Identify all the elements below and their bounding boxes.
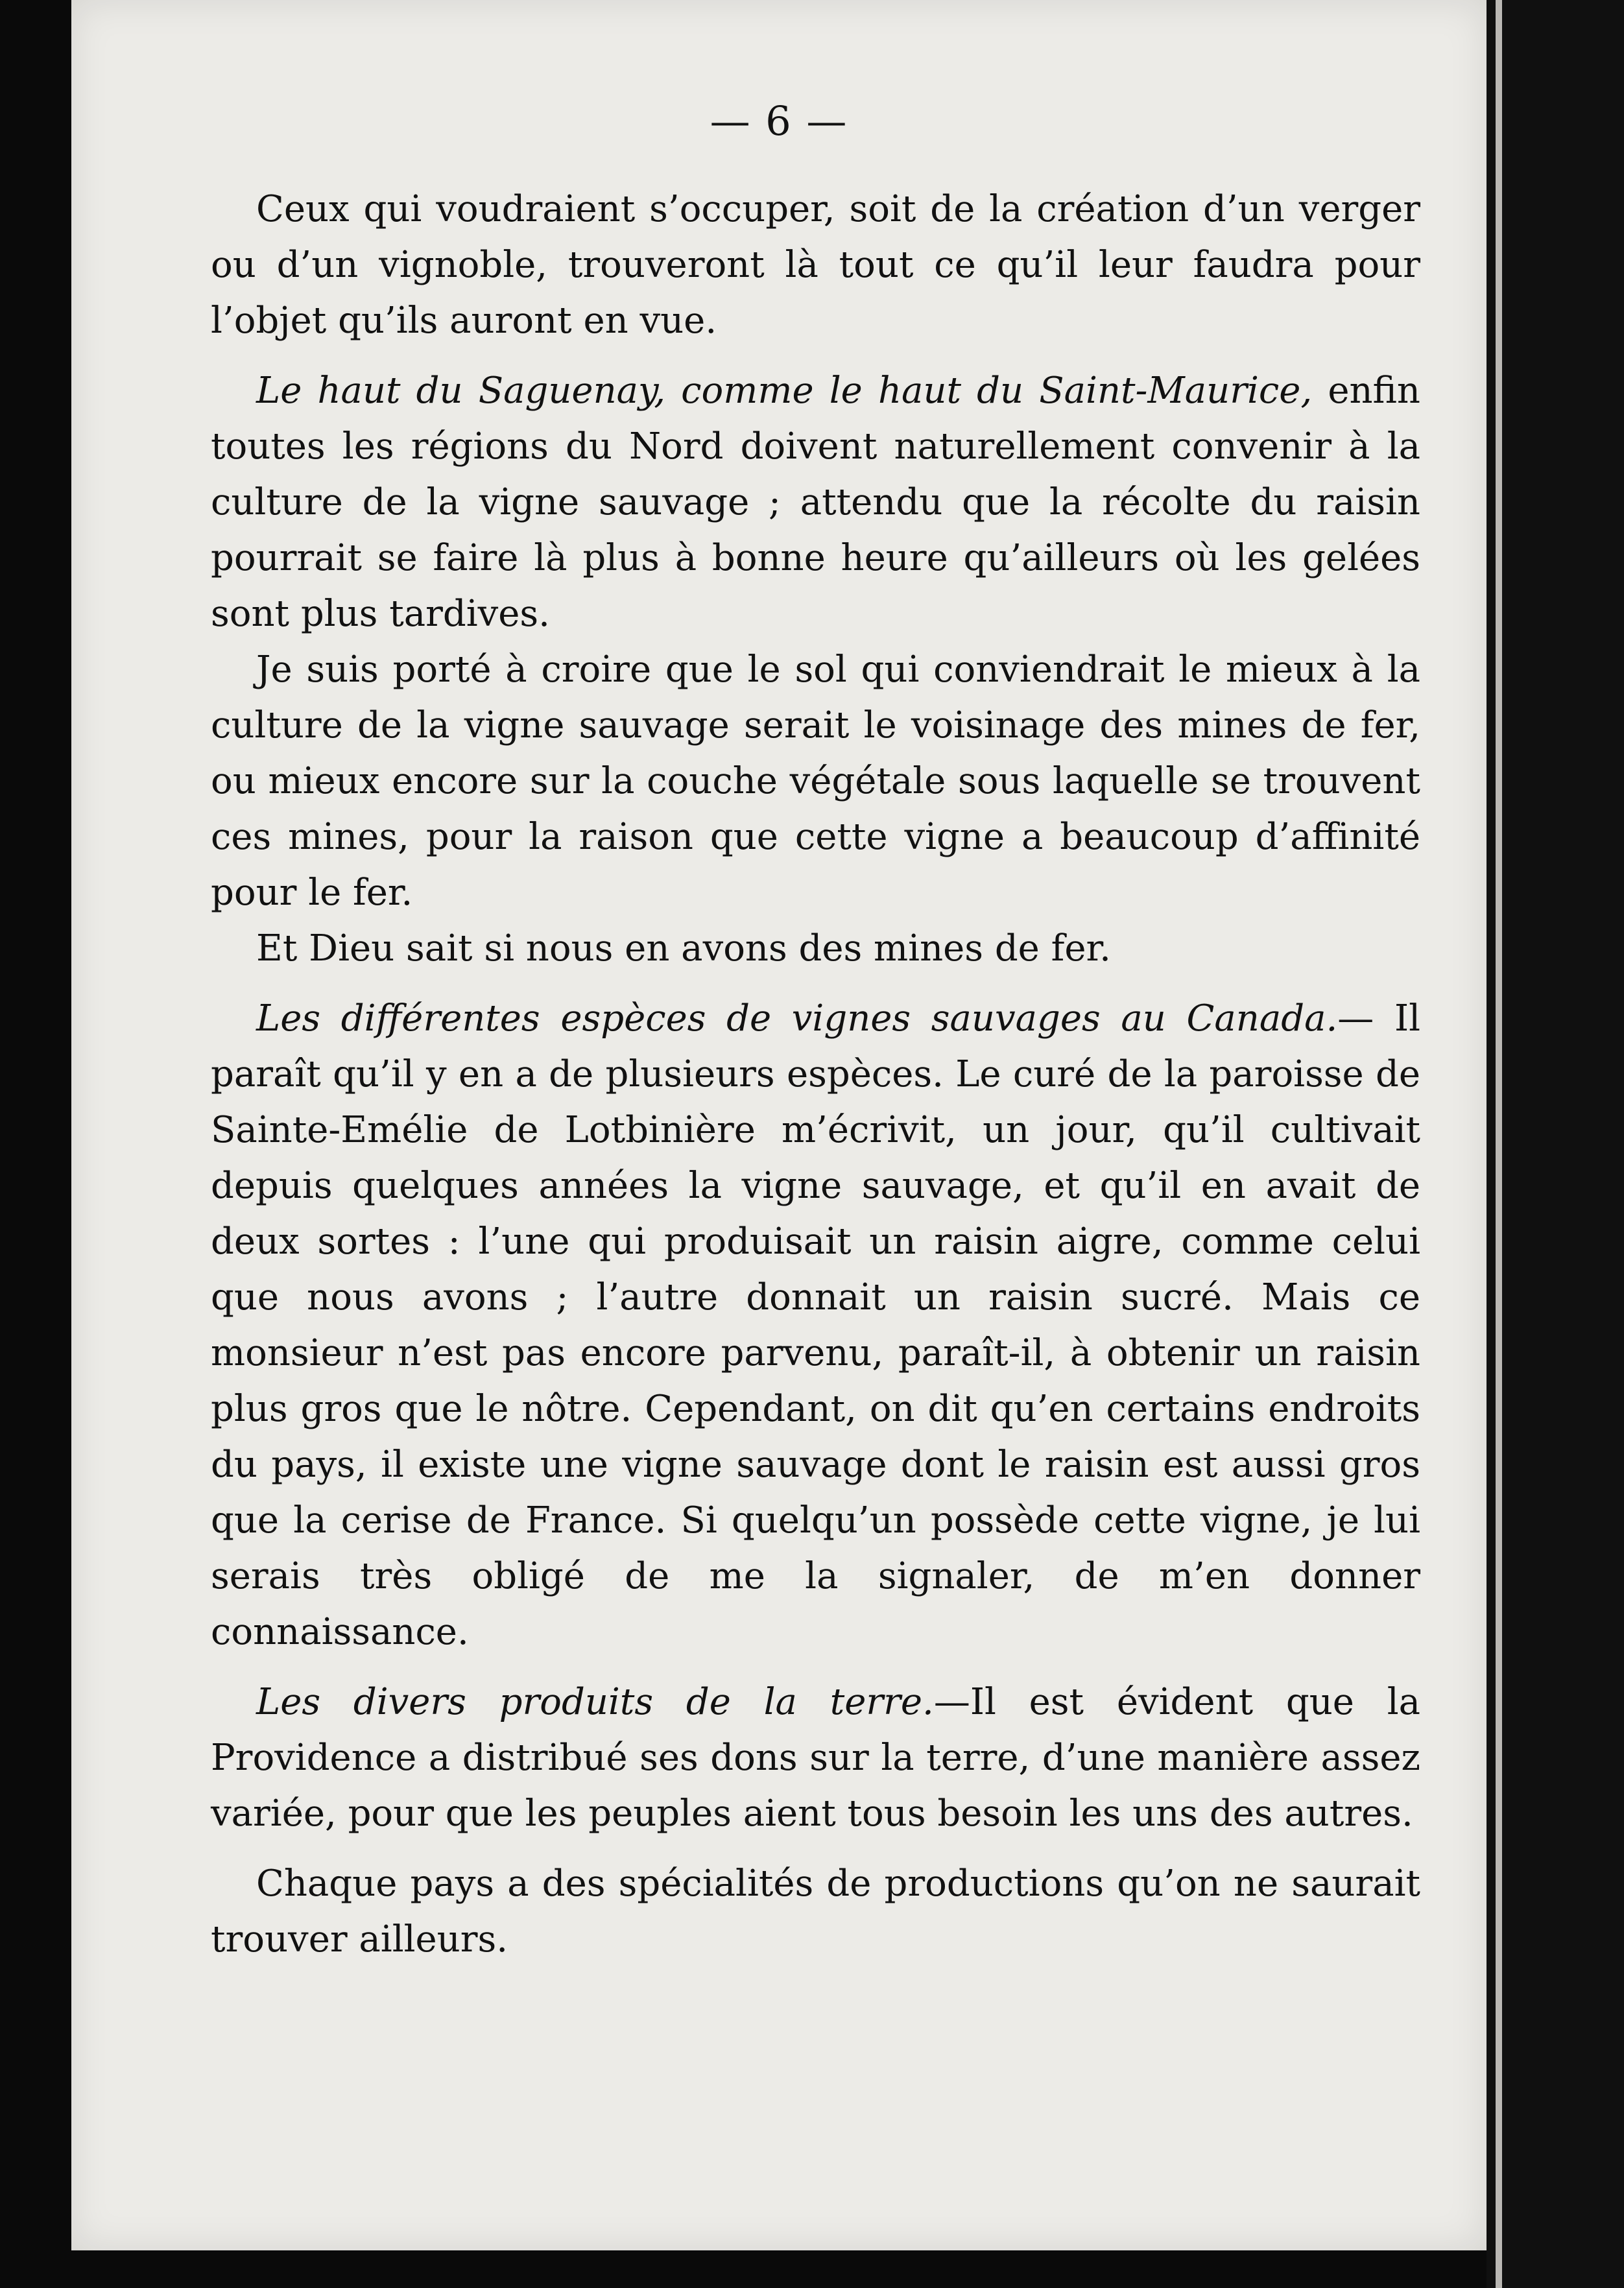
- page-number: — 6 —: [710, 97, 848, 145]
- paragraph-text: Je suis porté à croire que le sol qui conviendrait le mieux à la culture de la vigne sauvage serait le voisinage des mines de fer, ou mieux encore sur la couche végétale sous laquelle se trouvent ces mines, pour la raison que cette vigne a beaucoup d’affinité pour le fer.: [211, 649, 1420, 914]
- paragraph-specialites: [211, 1856, 1420, 1968]
- paragraph-text: Ceux qui voudraient s’occuper, soit de la création d’un verger ou d’un vignoble, trouveront là tout ce qu’il leur faudra pour l’objet qu’ils auront en vue.: [211, 188, 1420, 342]
- paragraph-dieu: [211, 921, 1420, 977]
- page-edge-line: [1496, 0, 1502, 2288]
- paragraph-sol: [211, 642, 1420, 921]
- paragraph-heading: Le haut du Saguenay, comme le haut du Saint-Maurice,: [256, 370, 1313, 412]
- paragraph-text: —Il est évident que la Providence a distribué ses dons sur la terre, d’une manière assez variée, pour que les peuples aient tous besoin les uns des autres.: [211, 1681, 1420, 1835]
- paragraph-produits: [211, 1674, 1420, 1842]
- book-page: [71, 0, 1487, 2250]
- paragraph-heading: Les divers produits de la terre.: [256, 1681, 934, 1723]
- body-text: [211, 182, 1420, 1968]
- paragraph-text: — Il paraît qu’il y en a de plusieurs espèces. Le curé de la paroisse de Sainte-Emélie de Lotbinière m’écrivit, un jour, qu’il cultivait depuis quelques années la vigne sauvage, et qu’il en avait de deux sortes : l’une qui produisait un raisin aigre, comme celui que nous avons ; l’autre donnait un raisin sucré. Mais ce monsieur n’est pas encore parvenu, paraît-il, à obtenir un raisin plus gros que le nôtre. Cependant, on dit qu’en certains endroits du pays, il existe une vigne sauvage dont le raisin est aussi gros que la cerise de France. Si quelqu’un possède cette vigne, je lui serais très obligé de me la signaler, de m’en donner connaissance.: [211, 997, 1420, 1653]
- paragraph-verger: [211, 182, 1420, 349]
- paragraph-saguenay: [211, 363, 1420, 642]
- paragraph-especes: [211, 991, 1420, 1660]
- paragraph-text: enfin toutes les régions du Nord doivent naturellement convenir à la culture de la vigne sauvage ; attendu que la récolte du raisin pourrait se faire là plus à bonne heure qu’ailleurs où les gelées sont plus tardives.: [211, 370, 1420, 635]
- paragraph-text: Chaque pays a des spécialités de productions qu’on ne saurait trouver ailleurs.: [211, 1863, 1420, 1960]
- scan-edge: [1487, 0, 1624, 2288]
- paragraph-heading: Les différentes espèces de vignes sauvages au Canada.: [256, 997, 1338, 1040]
- paragraph-text: Et Dieu sait si nous en avons des mines de fer.: [256, 927, 1111, 970]
